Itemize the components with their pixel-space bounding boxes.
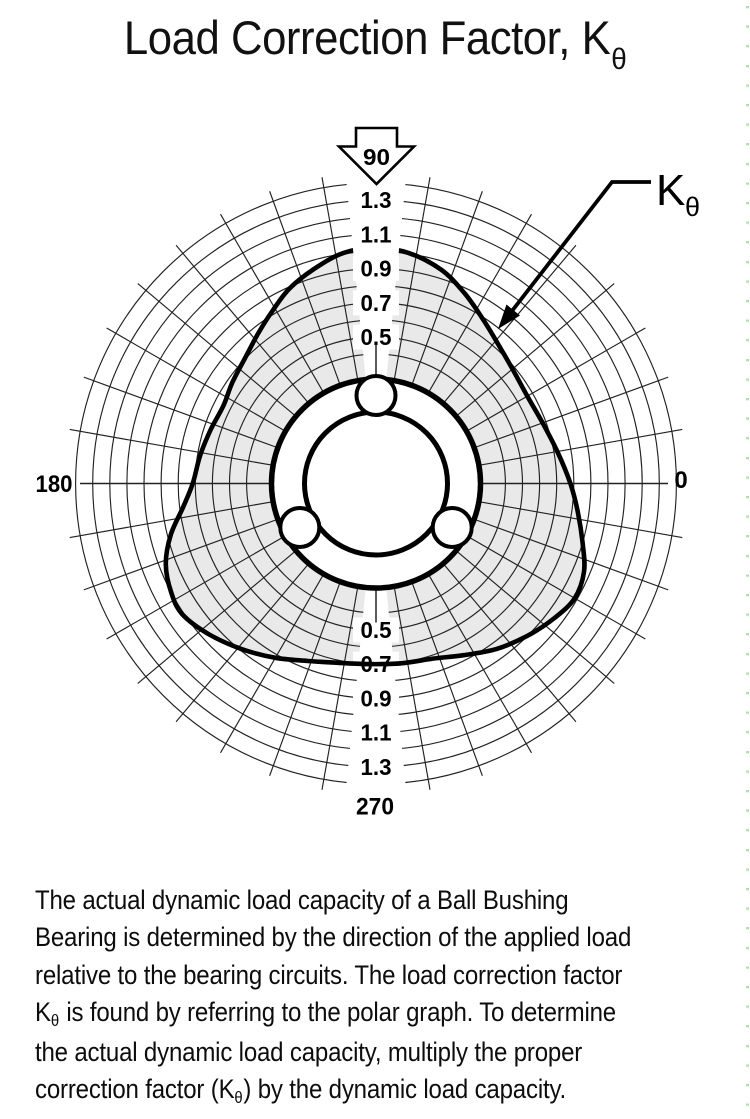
page-title-text: Load Correction Factor, K — [123, 11, 610, 64]
k-theta-label: K — [656, 166, 686, 215]
bearing-circuit-circle — [433, 508, 472, 547]
ring-label: 0.9 — [360, 685, 392, 712]
k-theta-label-subscript: θ — [685, 192, 701, 222]
ring-label: 0.5 — [360, 324, 392, 350]
page-title-subscript: θ — [610, 43, 627, 76]
axis-label-90: 90 — [363, 144, 390, 170]
ring-label: 1.3 — [360, 753, 392, 780]
description-text — [35, 882, 747, 1112]
bearing-circuit-circle — [280, 508, 319, 547]
ring-label: 1.1 — [360, 221, 392, 248]
bearing-circuit-circle — [357, 376, 396, 415]
k-theta-leader-line — [505, 182, 651, 320]
description-line: Bearing is determined by the direction of the applied load — [35, 922, 632, 953]
description-line: correction factor (Kθ) by the dynamic load capacity. — [35, 1074, 567, 1108]
page-title — [0, 10, 750, 76]
ring-label: 0.9 — [360, 255, 392, 282]
description-line: The actual dynamic load capacity of a Ball Bushing — [35, 885, 569, 915]
ring-label: 1.3 — [360, 187, 392, 214]
description-line: the actual dynamic load capacity, multiply the proper — [35, 1037, 583, 1068]
ring-label: 0.7 — [360, 289, 392, 316]
ring-label: 0.7 — [360, 651, 392, 678]
description-line: relative to the bearing circuits. The load correction factor — [35, 959, 623, 990]
ring-label: 1.1 — [360, 719, 392, 746]
description-line: Kθ is found by referring to the polar graph. To determine — [35, 996, 616, 1030]
bearing-inner-circle — [305, 412, 448, 555]
axis-label-270: 270 — [356, 793, 394, 821]
page-edge-marks — [746, 6, 749, 1119]
axis-label-0: 0 — [674, 467, 688, 494]
ring-label: 0.5 — [360, 617, 392, 643]
axis-label-180: 180 — [35, 471, 73, 498]
